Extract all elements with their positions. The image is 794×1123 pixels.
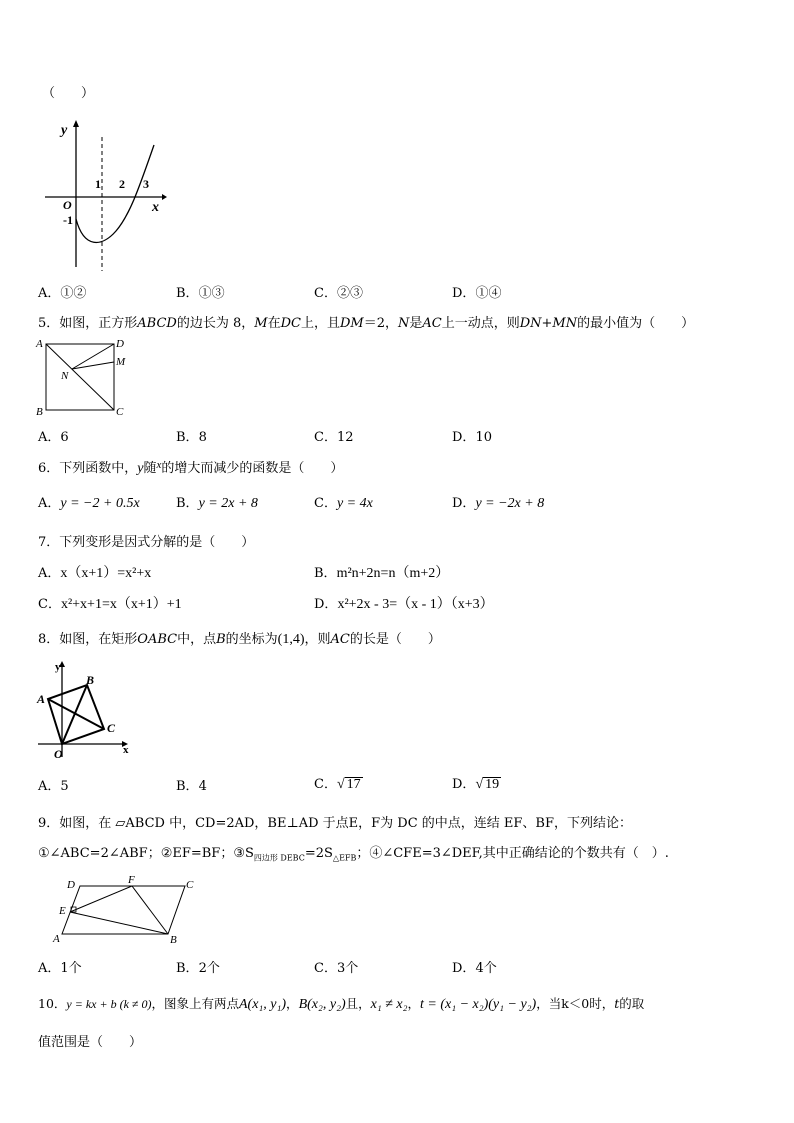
q4-graph-t2: 2 bbox=[119, 177, 125, 191]
q6-stem: 6．下列函数中，y随$^x$的增大而减少的函数是（ ） bbox=[38, 459, 344, 476]
q4-graph-t1: 1 bbox=[95, 177, 101, 191]
q4-option-c: C．②③ bbox=[314, 286, 363, 301]
q9-fig-b: B bbox=[170, 934, 177, 946]
q7-option-a: A．x（x+1）=x²+x bbox=[38, 566, 152, 581]
q4-graph-t3: 3 bbox=[143, 177, 149, 191]
q5-square-figure bbox=[34, 336, 134, 420]
q7-option-b: B．m²n+2n=n（m+2） bbox=[314, 566, 450, 581]
sqrt-sign: √ bbox=[336, 777, 345, 792]
q4-graph-y: y bbox=[61, 123, 68, 138]
q9-fig-c: C bbox=[186, 879, 194, 891]
q5-option-b: B．8 bbox=[176, 430, 207, 445]
q5-fig-c: C bbox=[116, 406, 124, 418]
q8-stem: 8．如图，在矩形OABC中，点B的坐标为(1,4)，则AC的长是（ ） bbox=[38, 632, 441, 647]
q8-rectangle-figure bbox=[34, 657, 144, 765]
q6-option-a: A．y = −2 + 0.5x bbox=[38, 496, 140, 511]
q5-option-a: A．6 bbox=[38, 430, 69, 445]
q8-fig-c: C bbox=[107, 721, 116, 735]
q8-option-b: B．4 bbox=[176, 779, 207, 794]
q4-option-a: A．①② bbox=[38, 286, 87, 301]
q9-option-d: D．4个 bbox=[452, 961, 497, 976]
q10-line1: 10．y = kx + b (k ≠ 0)，图象上有两点A(x₁, y₁)，B(x₂, y₂)且，x₁ ≠ x₂，t = (x₁ − x₂)(y₁ − y₂)，当k＜0时，t的取 bbox=[38, 996, 645, 1012]
q9-parallelogram-figure bbox=[50, 872, 210, 948]
q4-graph-x: x bbox=[152, 200, 159, 215]
q7-option-c: C．x²+x+1=x（x+1）+1 bbox=[38, 597, 182, 612]
q9-option-c: C．3个 bbox=[314, 961, 359, 976]
q4-option-b: B．①③ bbox=[176, 286, 225, 301]
q4-parabola-graph bbox=[40, 115, 170, 275]
q10-line2: 值范围是（ ） bbox=[38, 1035, 143, 1050]
q8-fig-x: x bbox=[123, 744, 129, 756]
q5-fig-a: A bbox=[36, 338, 43, 350]
q9-line2: ①∠ABC=2∠ABF；②EF=BF；$③S_{四边形 DEBC}=2S_{\triangle EFB}$；④∠CFE=3∠DEF,其中正确结论的个数共有（ ）. bbox=[38, 846, 669, 863]
q8-fig-y: y bbox=[55, 661, 61, 673]
q6-option-d: D．y = −2x + 8 bbox=[452, 496, 545, 511]
q9-line1: 9．如图，在 ▱ABCD 中，CD=2AD，BE⊥AD 于点E，F为 DC 的中点，连结 EF、BF，下列结论： bbox=[38, 816, 633, 831]
q5-fig-m: M bbox=[116, 356, 126, 368]
q8-fig-b: B bbox=[86, 673, 95, 687]
q5-fig-d: D bbox=[116, 338, 124, 350]
q8-option-c: C．√ 17 bbox=[314, 777, 361, 792]
q7-option-d: D．x²+2x - 3=（x - 1）（x+3） bbox=[314, 597, 494, 612]
q9-fig-f: F bbox=[128, 874, 135, 886]
q9-fig-a: A bbox=[53, 933, 60, 945]
q5-fig-b: B bbox=[36, 406, 43, 418]
q9-fig-d: D bbox=[67, 879, 75, 891]
q4-option-d: D．①④ bbox=[452, 286, 502, 301]
q5-stem: 5．如图，正方形ABCD的边长为 8，M在DC上，且DM＝2，N是AC上一动点，则DN+MN的最小值为（ ） bbox=[38, 316, 695, 331]
q9-option-a: A．1个 bbox=[38, 961, 82, 976]
q6-option-c: C．y = 4x bbox=[314, 496, 373, 511]
q5-option-c: C．12 bbox=[314, 430, 354, 445]
q6-option-b: B．y = 2x + 8 bbox=[176, 496, 258, 511]
q5-fig-n: N bbox=[61, 370, 69, 382]
q8-option-a: A．5 bbox=[38, 779, 69, 794]
q8-fig-o: O bbox=[54, 747, 63, 761]
q5-option-d: D．10 bbox=[452, 430, 492, 445]
q8-option-d: D．√ 19 bbox=[452, 777, 500, 792]
q9-option-b: B．2个 bbox=[176, 961, 220, 976]
q7-stem: 7．下列变形是因式分解的是（ ） bbox=[38, 535, 255, 550]
q4-paren: （ ） bbox=[42, 86, 95, 101]
q8-fig-a: A bbox=[37, 692, 46, 706]
q4-graph-neg1: -1 bbox=[63, 213, 73, 227]
q4-graph-o: O bbox=[63, 198, 72, 212]
q9-fig-e: E bbox=[59, 905, 66, 917]
sqrt-sign: √ bbox=[475, 777, 484, 792]
